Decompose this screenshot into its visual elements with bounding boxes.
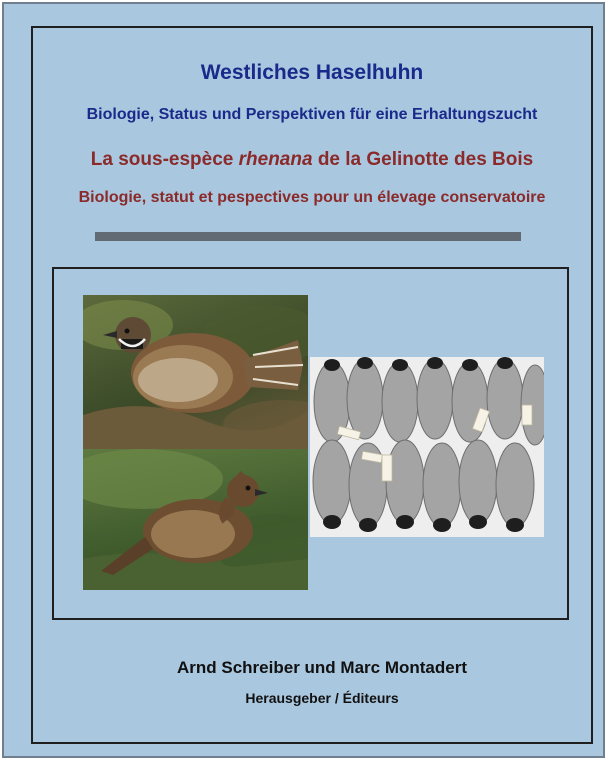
photo-frame [52,267,569,620]
museum-specimens-photo [310,357,544,537]
book-cover [2,2,605,758]
editors-label: Herausgeber / Éditeurs [245,690,399,706]
title-french-after: de la Gelinotte des Bois [312,149,534,170]
subtitle-german: Biologie, Status und Perspektiven für eine Erhaltungszucht [86,106,538,123]
cover-inner-frame [31,26,593,744]
divider-bar [95,232,521,241]
title-french [33,149,591,171]
grouse-photo-top [83,295,308,449]
grouse-photo-bottom [83,449,308,590]
authors: Arnd Schreiber und Marc Montadert [177,658,467,677]
title-french-before: La sous-espèce [90,149,239,170]
title-french-italic: rhenana [238,149,313,170]
title-german: Westliches Haselhuhn [200,61,424,84]
subtitle-french: Biologie, statut et pespectives pour un élevage conservatoire [78,189,546,206]
